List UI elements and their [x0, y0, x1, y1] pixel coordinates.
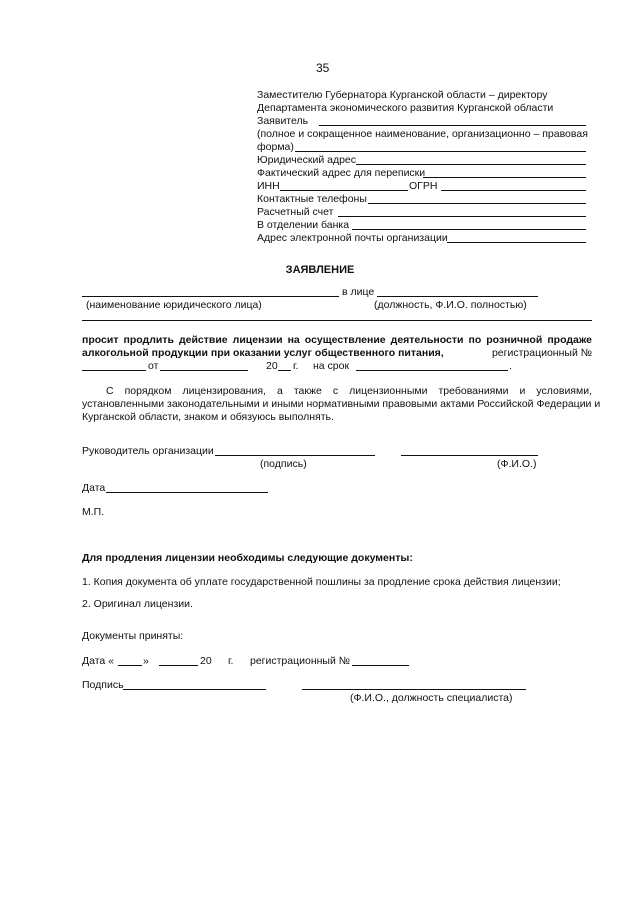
bank-field[interactable] — [352, 229, 586, 230]
legal-address-label: Юридический адрес — [257, 154, 357, 166]
year-prefix: 20 — [266, 360, 278, 372]
request-period: . — [509, 360, 512, 372]
document-item-2: 2. Оригинал лицензии. — [82, 598, 193, 610]
date-field[interactable] — [106, 492, 268, 493]
page-number: 35 — [316, 61, 330, 75]
from-label: от — [148, 360, 159, 372]
legal-address-field[interactable] — [356, 164, 586, 165]
document-title: ЗАЯВЛЕНИЕ — [285, 264, 355, 276]
applicant-field[interactable] — [319, 125, 586, 126]
request-line-2-bold: алкогольной продукции при оказании услуг общественного питания, — [82, 347, 444, 359]
applicant-note-field[interactable] — [295, 151, 586, 152]
year-field[interactable] — [278, 370, 291, 371]
position-caption: (должность, Ф.И.О. полностью) — [374, 299, 527, 311]
acceptance-month-field[interactable] — [159, 665, 198, 666]
head-name-field[interactable] — [401, 455, 538, 456]
acceptance-reg-label: регистрационный № — [250, 655, 351, 667]
addressee-line-1: Заместителю Губернатора Курганской области – директору — [257, 89, 548, 101]
legal-entity-field[interactable] — [82, 296, 339, 297]
documents-accepted-label: Документы приняты: — [82, 630, 184, 642]
legal-entity-caption: (наименование юридического лица) — [86, 299, 262, 311]
account-field[interactable] — [338, 216, 586, 217]
head-label: Руководитель организации — [82, 445, 214, 457]
date-label: Дата — [82, 482, 106, 494]
registration-label: регистрационный № — [491, 347, 592, 359]
acceptance-sign-label: Подпись — [82, 679, 124, 691]
email-label: Адрес электронной почты организации — [257, 232, 448, 244]
bank-label: В отделении банка — [257, 219, 350, 231]
inn-label: ИНН — [257, 180, 280, 192]
acceptance-day-field[interactable] — [118, 665, 142, 666]
name-caption: (Ф.И.О.) — [497, 458, 537, 470]
consent-line-1: С порядком лицензирования, а также с лицензионными требованиями и условиями, — [106, 385, 592, 397]
ogrn-field[interactable] — [441, 190, 586, 191]
term-field[interactable] — [356, 370, 508, 371]
request-line-1: просит продлить действие лицензии на осуществление деятельности по розничной продаже — [82, 334, 592, 346]
consent-line-2: установленными законодательными и иными нормативными правовыми актами Российской Федерации и — [82, 398, 601, 410]
specialist-caption: (Ф.И.О., должность специалиста) — [350, 692, 513, 704]
acceptance-year-prefix: 20 — [200, 655, 212, 667]
in-person-label: в лице — [342, 286, 375, 298]
document-item-1: 1. Копия документа об уплате государственной пошлины за продление срока действия лицензии; — [82, 576, 561, 588]
phones-field[interactable] — [368, 203, 586, 204]
from-date-field[interactable] — [160, 370, 248, 371]
seal-label: М.П. — [82, 506, 105, 518]
specialist-field[interactable] — [302, 689, 526, 690]
phones-label: Контактные телефоны — [257, 193, 367, 205]
term-label: на срок — [313, 360, 350, 372]
acceptance-year-suffix: г. — [228, 655, 234, 667]
registration-number-field[interactable] — [82, 370, 146, 371]
signature-caption: (подпись) — [260, 458, 307, 470]
request-line-2 — [82, 347, 592, 360]
inn-field[interactable] — [280, 190, 408, 191]
consent-line-3: Курганской области, знаком и обязуюсь выполнять. — [82, 411, 334, 423]
documents-heading: Для продления лицензии необходимы следующие документы: — [82, 552, 413, 564]
applicant-note-1: (полное и сокращенное наименование, организационно – правовая — [257, 128, 588, 140]
acceptance-quote-close: » — [143, 655, 149, 667]
acceptance-date-label: Дата « — [82, 655, 115, 667]
representative-continuation-field[interactable] — [82, 320, 592, 321]
year-suffix: г. — [293, 360, 299, 372]
addressee-line-2: Департамента экономического развития Курганской области — [257, 102, 554, 114]
representative-field[interactable] — [377, 296, 538, 297]
acceptance-sign-field[interactable] — [123, 689, 266, 690]
postal-address-label: Фактический адрес для переписки — [257, 167, 426, 179]
applicant-label: Заявитель — [257, 115, 309, 127]
acceptance-reg-field[interactable] — [352, 665, 409, 666]
ogrn-label: ОГРН — [409, 180, 438, 192]
postal-address-field[interactable] — [423, 177, 586, 178]
email-field[interactable] — [447, 242, 586, 243]
account-label: Расчетный счет — [257, 206, 334, 218]
applicant-note-2: форма) — [257, 141, 294, 153]
head-signature-field[interactable] — [215, 455, 375, 456]
